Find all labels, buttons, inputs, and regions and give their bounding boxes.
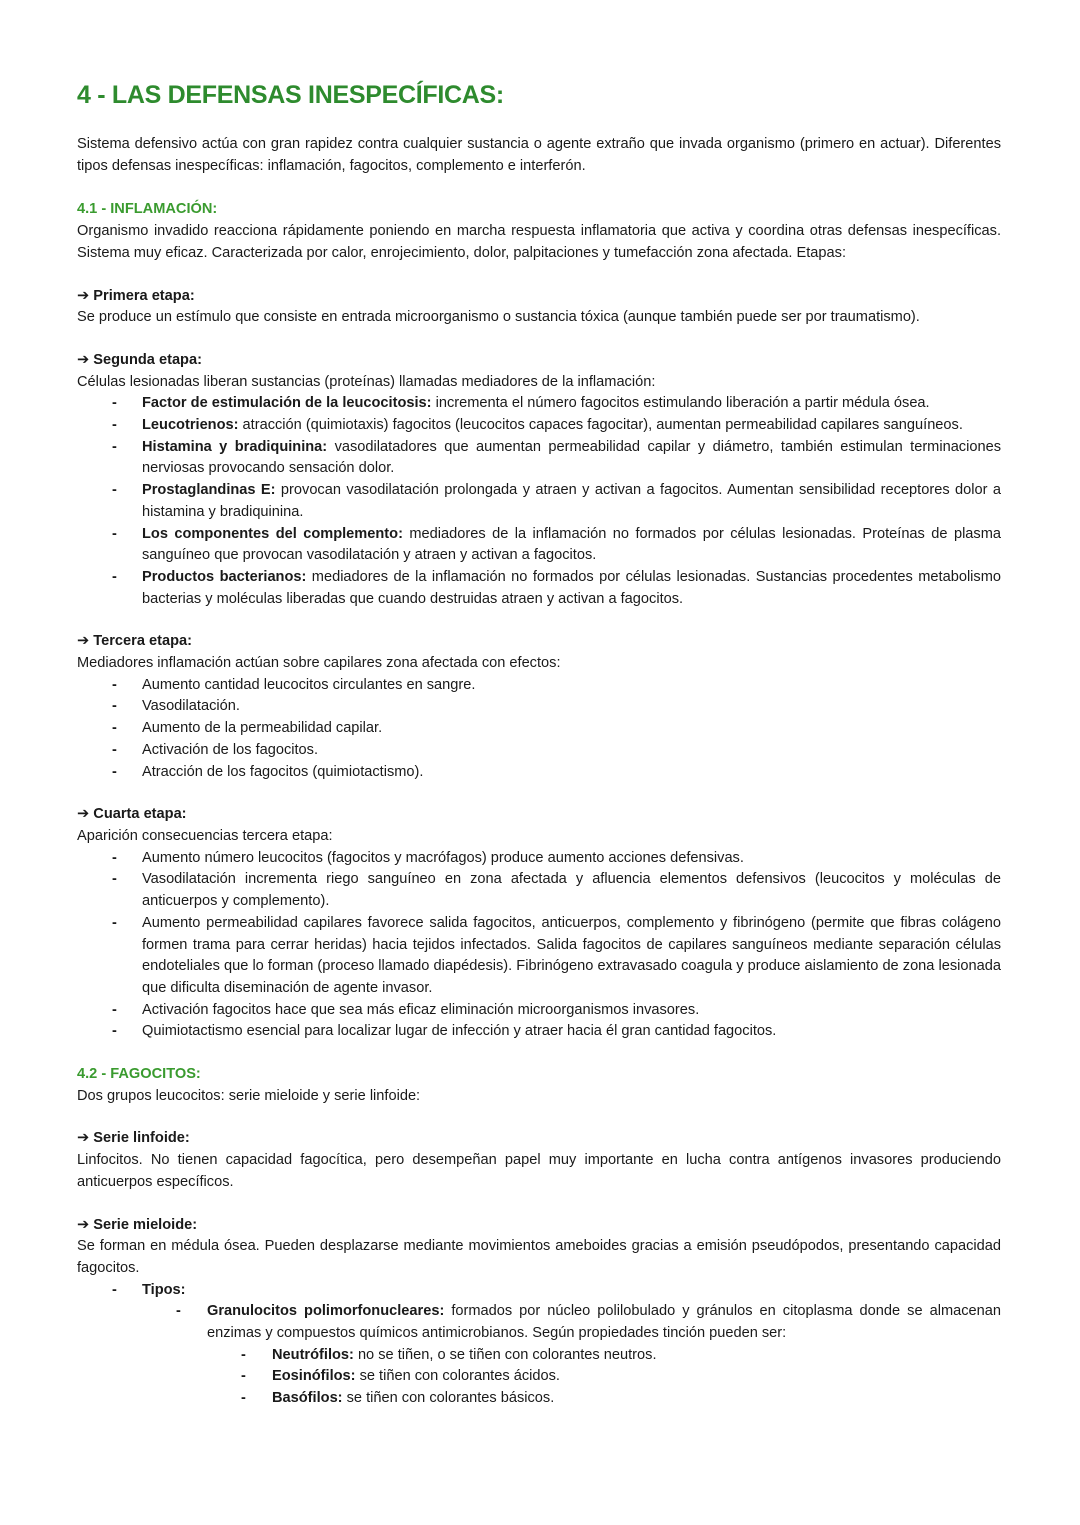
item-term: Prostaglandinas E: <box>142 482 276 499</box>
etapa4-text: Aparición consecuencias tercera etapa: <box>77 827 333 844</box>
mieloide-title: ➔ Serie mieloide: <box>77 1216 198 1233</box>
item-desc: mediadores de la inflamación no formados por células lesionadas. Proteínas de plasma sanguíneo que provocan vasodilatación y atraen y activan a fagocitos. <box>142 525 1001 564</box>
list-item <box>77 1301 1001 1344</box>
item-desc: atracción (quimiotaxis) fagocitos (leucocitos capaces fagocitar), aumentan permeabilidad capilares sanguíneos. <box>238 417 963 434</box>
list-item <box>77 1388 1001 1410</box>
linfoide-text: Linfocitos. No tienen capacidad fagocítica, pero desempeñan papel muy importante en lucha contra antígenos invasores produciendo anticuerpos específicos. <box>77 1152 1001 1190</box>
list-item: - Vasodilatación. <box>77 696 1001 718</box>
mediadores-list <box>77 393 1001 610</box>
tipos-list <box>77 1280 1001 1302</box>
list-item: - Activación de los fagocitos. <box>77 740 1001 762</box>
list-item <box>77 437 1001 480</box>
consecuencias-list <box>77 848 1001 1043</box>
list-item: - Aumento cantidad leucocitos circulantes en sangre. <box>77 675 1001 697</box>
list-item: - Quimiotactismo esencial para localizar lugar de infección y atraer hacia él gran cantidad fagocitos. <box>77 1021 1001 1043</box>
item-desc: incrementa el número fagocitos estimulando liberación a partir médula ósea. <box>431 395 930 412</box>
item-desc: provocan vasodilatación prolongada y atraen y activan a fagocitos. Aumentan sensibilidad receptores dolor a histamina y bradiquinina. <box>142 482 1001 520</box>
document-content <box>77 78 1001 1410</box>
etapa3-title: ➔ Tercera etapa: <box>77 633 192 650</box>
list-item <box>77 567 1001 610</box>
mieloide-text: Se forman en médula ósea. Pueden desplazarse mediante movimientos ameboides gracias a emisión pseudópodos, presentando capacidad fagocitos. <box>77 1238 1001 1276</box>
fagocitos-paragraph: Dos grupos leucocitos: serie mieloide y serie linfoide: <box>77 1087 421 1104</box>
efectos-list <box>77 675 1001 784</box>
item-term: Los componentes del complemento: <box>142 525 403 542</box>
item-desc: se tiñen con colorantes básicos. <box>342 1390 555 1407</box>
item-desc: formados por núcleo polilobulado y gránulos en citoplasma donde se almacenan enzimas y compuestos químicos antimicrobianos. Según propiedades tinción pueden ser: <box>207 1303 1001 1342</box>
item-desc: se tiñen con colorantes ácidos. <box>355 1368 560 1385</box>
linfoide-title: ➔ Serie linfoide: <box>77 1130 190 1147</box>
list-item <box>77 480 1001 523</box>
list-item <box>77 415 1001 437</box>
list-item <box>77 524 1001 567</box>
item-desc: vasodilatadores que aumentan permeabilidad capilar y diámetro, también estimulan terminaciones nerviosas provocando sensación dolor. <box>142 438 1001 477</box>
etapa2-title: ➔ Segunda etapa: <box>77 351 202 368</box>
item-term: Neutrófilos: <box>272 1346 354 1363</box>
list-item <box>77 1366 1001 1388</box>
section-heading-fagocitos: 4.2 - FAGOCITOS: <box>77 1066 201 1083</box>
page-title: 4 - LAS DEFENSAS INESPECÍFICAS: <box>77 81 504 109</box>
list-item: - Atracción de los fagocitos (quimiotactismo). <box>77 762 1001 784</box>
list-item <box>77 1345 1001 1367</box>
list-item: - Aumento de la permeabilidad capilar. <box>77 718 1001 740</box>
granulocitos-list <box>77 1301 1001 1344</box>
list-item: - Vasodilatación incrementa riego sanguíneo en zona afectada y afluencia elementos defensivos (leucocitos y moléculas de anticuerpos y complemento). <box>77 869 1001 912</box>
list-item: - Aumento número leucocitos (fagocitos y macrófagos) produce aumento acciones defensivas. <box>77 848 1001 870</box>
list-item: - Activación fagocitos hace que sea más eficaz eliminación microorganismos invasores. <box>77 1000 1001 1022</box>
item-term: Granulocitos polimorfonucleares: <box>207 1303 445 1320</box>
etapa1-title: ➔ Primera etapa: <box>77 287 195 304</box>
item-desc: no se tiñen, o se tiñen con colorantes neutros. <box>353 1346 657 1363</box>
section-heading-inflamacion: 4.1 - INFLAMACIÓN: <box>77 201 218 218</box>
item-term: Eosinófilos: <box>272 1368 356 1385</box>
subtipos-list <box>77 1345 1001 1410</box>
item-term: Factor de estimulación de la leucocitosis: <box>142 395 432 412</box>
item-term: Leucotrienos: <box>142 417 239 434</box>
etapa1-text: Se produce un estímulo que consiste en entrada microorganismo o sustancia tóxica (aunque también puede ser por traumatismo). <box>77 309 920 326</box>
intro-paragraph: Sistema defensivo actúa con gran rapidez contra cualquier sustancia o agente extraño que invada organismo (primero en actuar). Diferentes tipos defensas inespecíficas: inflamación, fagocitos, complemento e interferón. <box>77 136 1001 174</box>
item-term: Productos bacterianos: <box>142 568 307 585</box>
etapa3-text: Mediadores inflamación actúan sobre capilares zona afectada con efectos: <box>77 655 561 672</box>
item-term: Basófilos: <box>272 1390 343 1407</box>
etapa2-text: Células lesionadas liberan sustancias (proteínas) llamadas mediadores de la inflamación: <box>77 373 656 390</box>
list-item <box>77 1280 1001 1302</box>
list-item: - Aumento permeabilidad capilares favorece salida fagocitos, anticuerpos, complemento y fibrinógeno (permite que fibras colágeno formen trama para cerrar heridas) hacia tejidos infectados. Salida fagocitos de capilares sanguíneos mediante separación células endoteliales que lo forman (proceso llamado diapédesis). Fibrinógeno extravasado coagula y produce aislamiento de zona lesionada que dificulta diseminación de agente invasor. <box>77 913 1001 1000</box>
inflamacion-paragraph: Organismo invadido reacciona rápidamente poniendo en marcha respuesta inflamatoria que activa y coordina otras defensas inespecíficas. Sistema muy eficaz. Caracterizada por calor, enrojecimiento, dolor, palpitaciones y tumefacción zona afectada. Etapas: <box>77 223 1001 261</box>
item-term: Histamina y bradiquinina: <box>142 438 328 455</box>
item-desc: mediadores de la inflamación no formados por células lesionadas. Sustancias procedentes metabolismo bacterias y moléculas liberadas que cuando destruidas atraen y activan a fagocitos. <box>142 568 1001 607</box>
etapa4-title: ➔ Cuarta etapa: <box>77 806 187 823</box>
list-item <box>77 393 1001 415</box>
tipos-label: Tipos: <box>142 1281 186 1298</box>
